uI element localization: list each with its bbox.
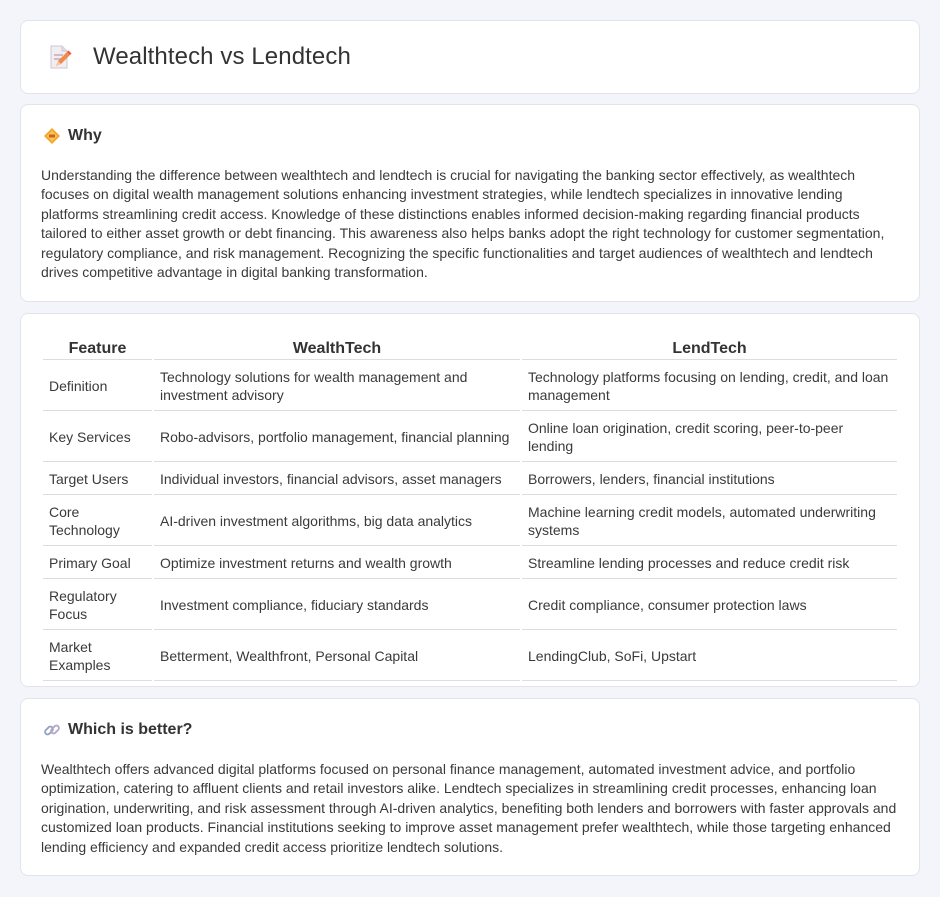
page-title: Wealthtech vs Lendtech — [93, 43, 351, 70]
title-row — [45, 43, 351, 71]
why-title: Why — [68, 127, 102, 144]
column-header-lendtech: LendTech — [522, 337, 897, 360]
table-row — [43, 464, 897, 495]
document-pencil-icon — [45, 43, 73, 71]
wealthtech-cell: Robo-advisors, portfolio management, financial planning — [154, 413, 520, 462]
feature-cell: Core Technology — [43, 497, 152, 546]
comparison-table — [41, 335, 899, 683]
lendtech-cell: Credit compliance, consumer protection laws — [522, 581, 897, 630]
feature-cell: Primary Goal — [43, 548, 152, 579]
table-row — [43, 497, 897, 546]
lendtech-cell: Technology platforms focusing on lending, credit, and loan management — [522, 362, 897, 411]
lendtech-cell: Machine learning credit models, automated underwriting systems — [522, 497, 897, 546]
diamond-sign-icon — [43, 127, 61, 145]
table-row — [43, 632, 897, 681]
comparison-section — [20, 313, 920, 687]
better-title: Which is better? — [68, 721, 193, 738]
wealthtech-cell: Technology solutions for wealth management and investment advisory — [154, 362, 520, 411]
wealthtech-cell: AI-driven investment algorithms, big data analytics — [154, 497, 520, 546]
table-row — [43, 413, 897, 462]
lendtech-cell: LendingClub, SoFi, Upstart — [522, 632, 897, 681]
feature-cell: Key Services — [43, 413, 152, 462]
which-is-better-section — [20, 698, 920, 876]
link-icon — [43, 721, 61, 739]
table-row — [43, 581, 897, 630]
lendtech-cell: Streamline lending processes and reduce credit risk — [522, 548, 897, 579]
feature-cell: Regulatory Focus — [43, 581, 152, 630]
wealthtech-cell: Betterment, Wealthfront, Personal Capital — [154, 632, 520, 681]
why-heading — [43, 127, 102, 145]
lendtech-cell: Online loan origination, credit scoring, peer-to-peer lending — [522, 413, 897, 462]
feature-cell: Market Examples — [43, 632, 152, 681]
table-row — [43, 362, 897, 411]
wealthtech-cell: Individual investors, financial advisors, asset managers — [154, 464, 520, 495]
feature-cell: Target Users — [43, 464, 152, 495]
table-header-row — [43, 337, 897, 360]
why-section — [20, 104, 920, 302]
table-row — [43, 548, 897, 579]
feature-cell: Definition — [43, 362, 152, 411]
better-text: Wealthtech offers advanced digital platforms focused on personal finance management, automated investment advice, and portfolio optimization, catering to affluent clients and retail investors alike. Lendtech specializes in streamlining credit processes, enhancing loan origination, underwriting, and risk assessment through AI-driven analytics, benefiting both lenders and borrowers with faster approvals and customized loan products. Financial institutions seeking to improve asset management prefer wealthtech, while those targeting enhanced lending efficiency and expanded credit access prioritize lendtech solutions. — [41, 761, 897, 855]
wealthtech-cell: Optimize investment returns and wealth growth — [154, 548, 520, 579]
column-header-feature: Feature — [43, 337, 152, 360]
lendtech-cell: Borrowers, lenders, financial institutions — [522, 464, 897, 495]
column-header-wealthtech: WealthTech — [154, 337, 520, 360]
title-card — [20, 20, 920, 94]
why-text: Understanding the difference between wealthtech and lendtech is crucial for navigating the banking sector effectively, as wealthtech focuses on digital wealth management solutions enhancing investment strategies, while lendtech specializes in innovative lending platforms streamlining credit access. Knowledge of these distinctions enables informed decision-making regarding financial products tailored to either asset growth or debt financing. This awareness also helps banks adopt the right technology for customer segmentation, regulatory compliance, and risk management. Recognizing the specific functionalities and target audiences of wealthtech and lendtech drives competitive advantage in digital banking transformation. — [41, 167, 885, 281]
wealthtech-cell: Investment compliance, fiduciary standards — [154, 581, 520, 630]
better-heading — [43, 721, 192, 739]
